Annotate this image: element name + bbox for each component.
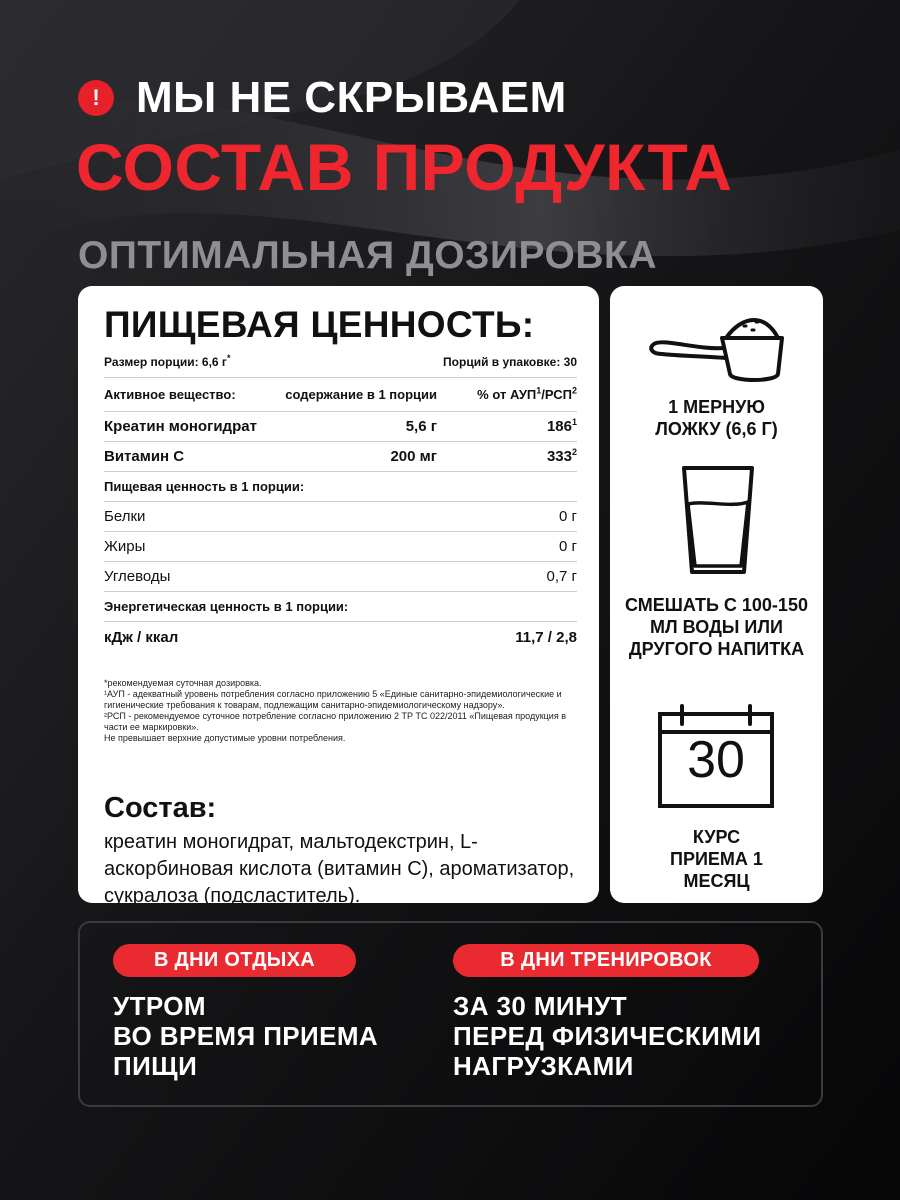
table-row: Белки 0 г [104, 502, 577, 532]
training-days-text: ЗА 30 МИНУТ ПЕРЕД ФИЗИЧЕСКИМИ НАГРУЗКАМИ [453, 991, 762, 1081]
alert-icon: ! [78, 80, 114, 116]
table-row: Витамин С 200 мг $333^2$ [104, 442, 577, 472]
energy-label: Энергетическая ценность в 1 порции: [104, 592, 577, 622]
subtitle: ОПТИМАЛЬНАЯ ДОЗИРОВКА [78, 234, 657, 277]
table-row: кДж / ккал 11,7 / 2,8 [104, 628, 577, 646]
scoop-icon [648, 308, 788, 400]
rest-days-pill: В ДНИ ОТДЫХА [113, 944, 356, 977]
serving-size: Размер порции: 6,6 г* [104, 353, 231, 369]
headline-line2: СОСТАВ ПРОДУКТА [76, 130, 733, 204]
footnotes: *рекомендуемая суточная дозировка. ¹АУП - адекватный уровень потребления согласно приложению 5 «Единые санитарно-эпидемиологические и гигиенические требования к товарам, подлежащим санитарно-эпидемиологическому надзору». ²РСП - рекомендуемое суточное потребление согласно приложению 2 ТР ТС 022/2011 «Пищевая продукция в части ее маркировки». Не превышает верхние допустимые уровни потребления. [104, 678, 566, 743]
calendar-number: 30 [687, 731, 745, 789]
schedule-panel [78, 921, 823, 1107]
nutrition-title: ПИЩЕВАЯ ЦЕННОСТЬ: [104, 304, 535, 345]
header [76, 73, 733, 277]
table-row: Углеводы 0,7 г [104, 562, 577, 592]
usage-card [610, 286, 823, 903]
composition-text: креатин моногидрат, мальтодекстрин, L-аскорбиновая кислота (витамин С), ароматизатор, сукралоза (подсластитель). [104, 831, 575, 907]
headline-line1: МЫ НЕ СКРЫВАЕМ [136, 73, 567, 122]
calendar-caption: КУРС ПРИЕМА 1 МЕСЯЦ [670, 827, 763, 891]
glass-icon [678, 462, 758, 580]
table-row: Жиры 0 г [104, 532, 577, 562]
scoop-caption: 1 МЕРНУЮ ЛОЖКУ (6,6 Г) [655, 397, 778, 439]
nutrition-card [78, 286, 599, 907]
training-days-pill: В ДНИ ТРЕНИРОВОК [453, 944, 759, 977]
servings-per-pack: Порций в упаковке: 30 [443, 355, 577, 369]
rest-days-text: УТРОМ ВО ВРЕМЯ ПРИЕМА ПИЩИ [113, 991, 379, 1081]
table-row: Креатин моногидрат 5,6 г $186^1$ [104, 412, 577, 442]
per-serving-label: Пищевая ценность в 1 порции: [104, 472, 577, 502]
composition-title: Состав: [104, 792, 217, 824]
serving-meta [104, 355, 577, 378]
glass-caption: СМЕШАТЬ С 100-150 МЛ ВОДЫ ИЛИ ДРУГОГО НАПИТКА [625, 595, 808, 659]
table-header: Активное вещество: содержание в 1 порции % от АУП$^1$/РСП$^2$ [104, 378, 577, 412]
